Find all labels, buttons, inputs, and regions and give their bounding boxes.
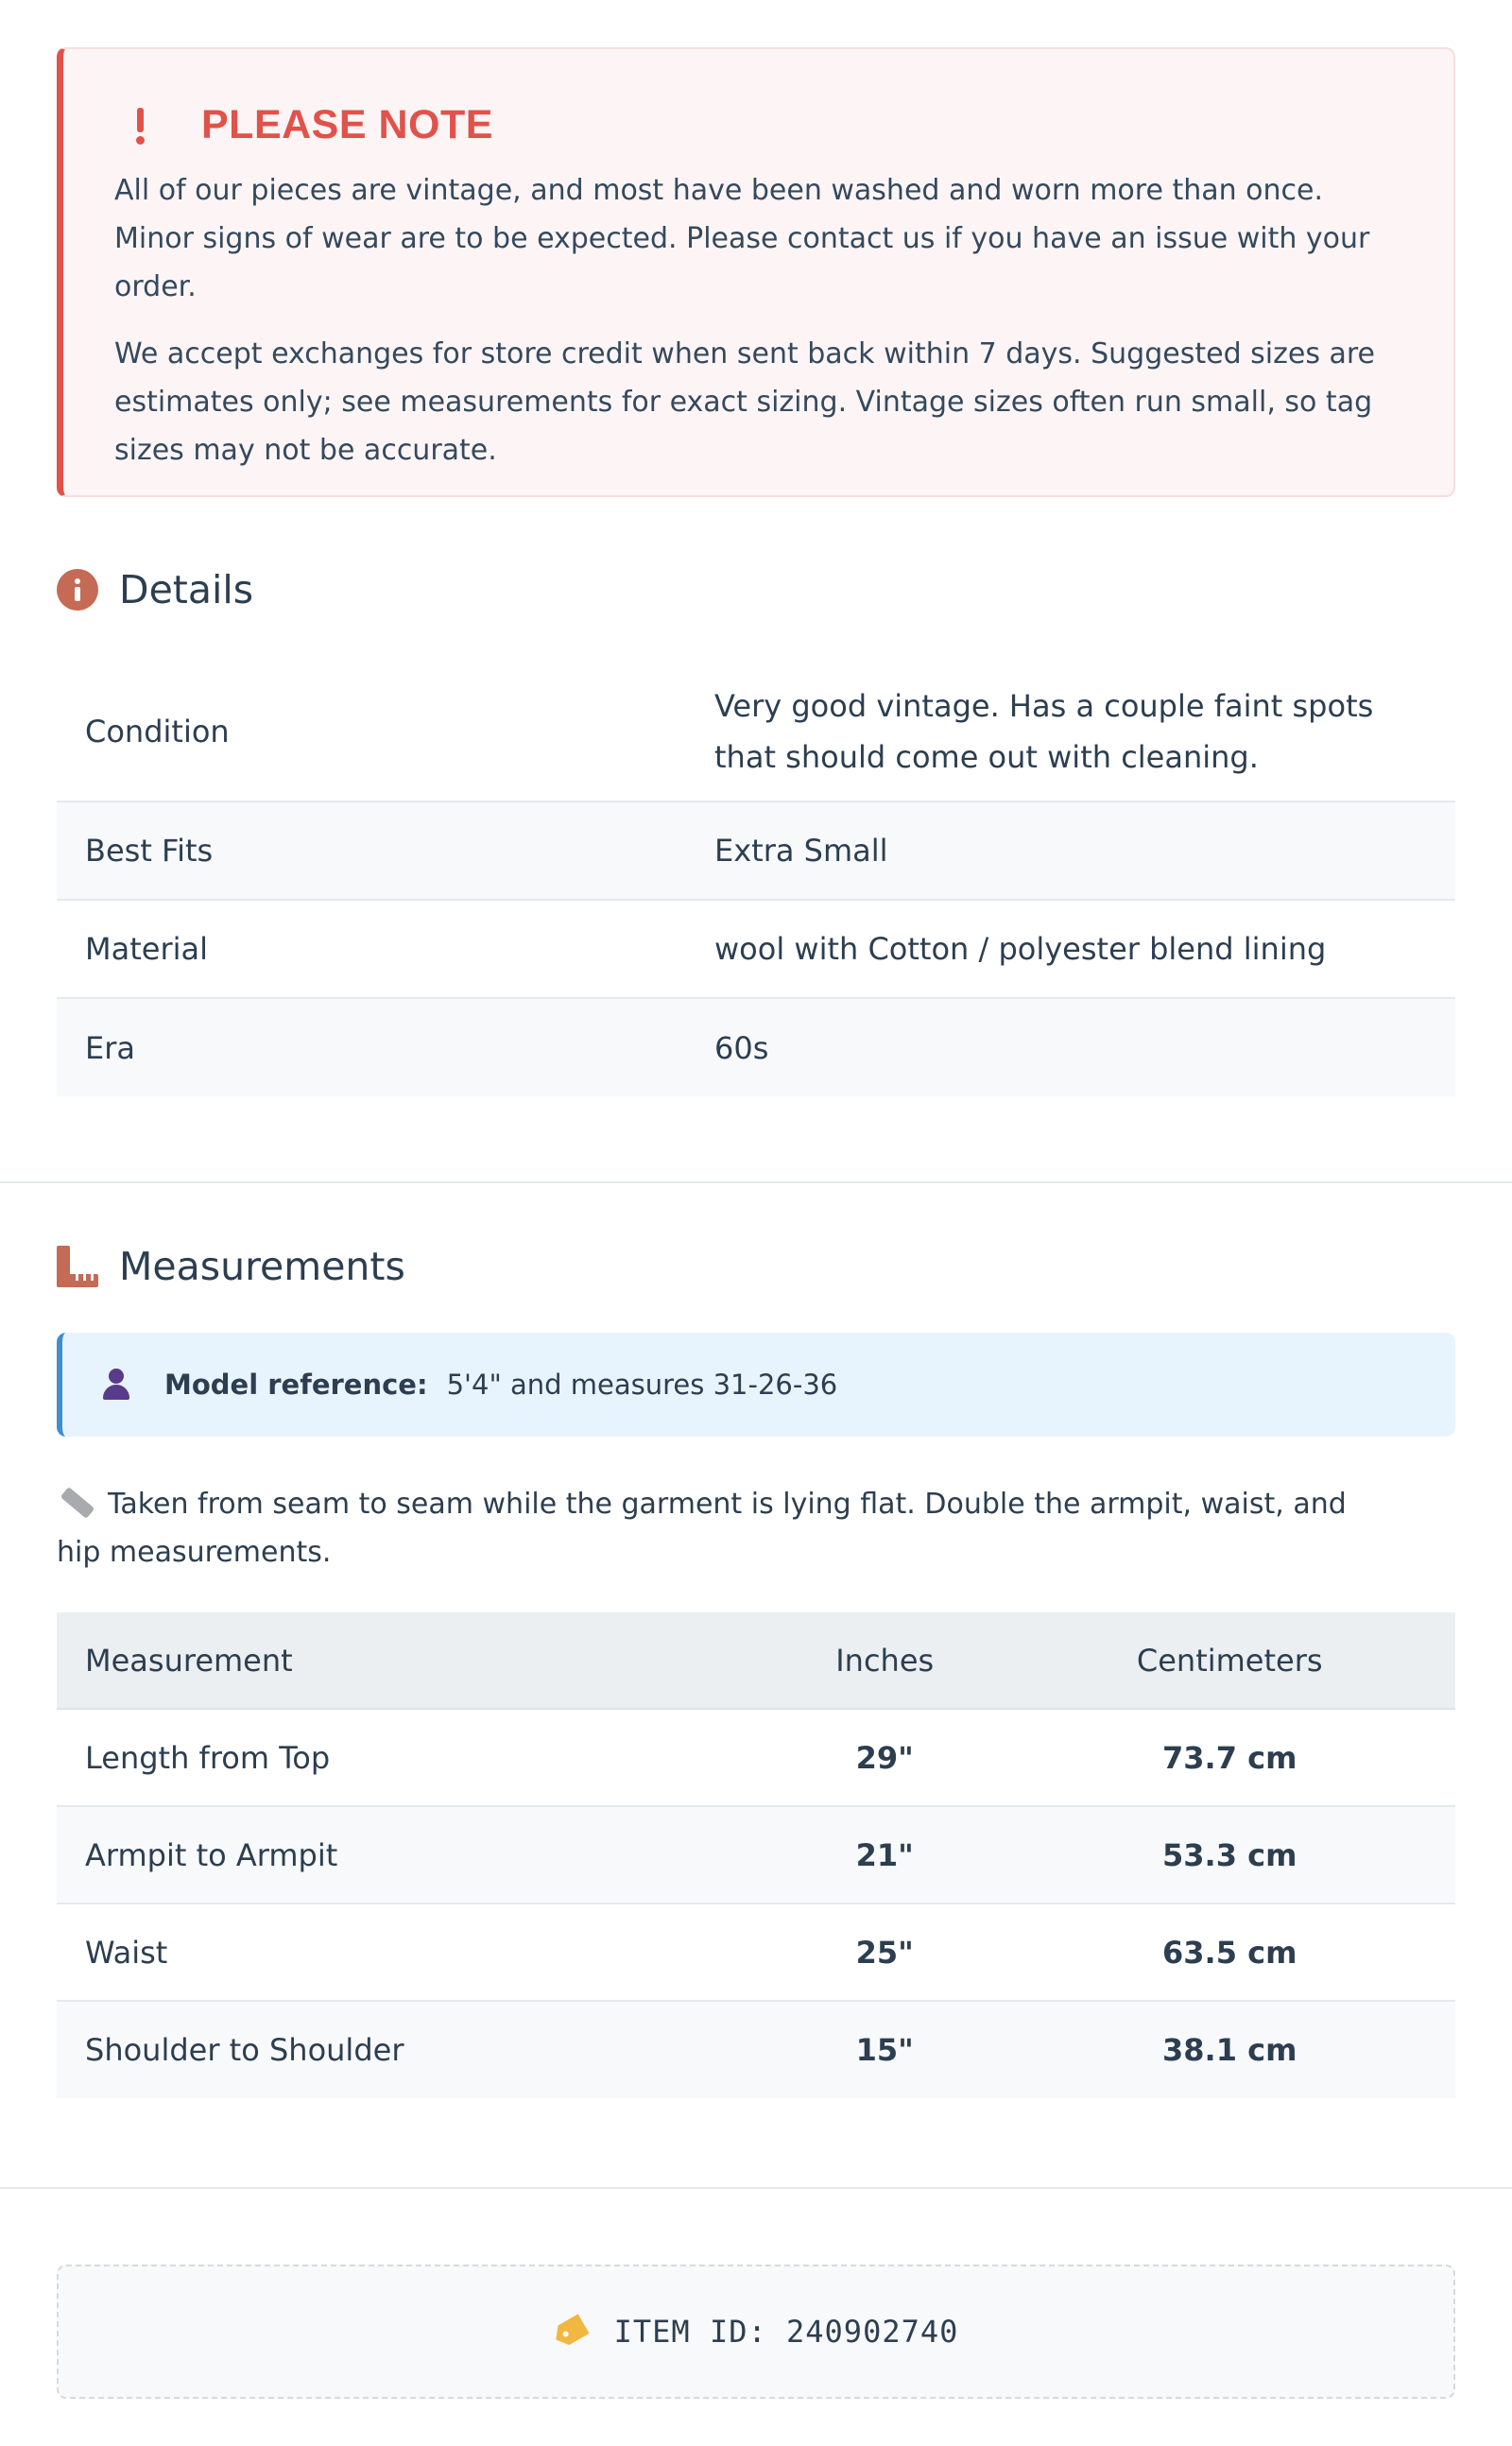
exclamation-icon [131,106,148,144]
measurement-inches: 21" [765,1806,1004,1903]
table-row [57,801,1455,900]
detail-label: Era [57,998,686,1096]
item-id-label: ITEM ID: 240902740 [613,2314,959,2350]
item-id-box [57,2265,1455,2399]
measurements-heading [57,1244,405,1289]
measurement-inches: 15" [765,2001,1004,2098]
section-divider [0,1181,1512,1183]
details-title: Details [119,567,254,612]
detail-value: Extra Small [686,801,1455,900]
section-divider [0,2187,1512,2189]
measurement-cm: 73.7 cm [1004,1709,1455,1806]
details-table [57,662,1455,1096]
info-circle-icon [57,569,98,611]
person-icon [100,1369,132,1401]
ruler-icon [57,1246,98,1287]
model-reference-banner [57,1333,1455,1437]
please-note-alert [57,47,1455,497]
measurements-title: Measurements [119,1244,405,1289]
detail-value: 60s [686,998,1455,1096]
tag-icon [550,2314,589,2350]
measurement-inches: 25" [765,1903,1004,2001]
alert-paragraph-exchanges: We accept exchanges for store credit when sent back within 7 days. Suggested sizes are estimates only; see measurements for exact sizing. Vintage sizes often run small, so tag sizes may not be accurate. [114,337,1376,467]
table-row [57,1806,1455,1903]
detail-label: Material [57,900,686,998]
table-row [57,1709,1455,1806]
measurements-table [57,1612,1455,2098]
measurement-cm: 53.3 cm [1004,1806,1455,1903]
detail-value: Very good vintage. Has a couple faint spots that should come out with cleaning. [686,662,1455,801]
column-header-inches: Inches [765,1612,1004,1709]
measurement-name: Shoulder to Shoulder [57,2001,765,2098]
pencil-icon [60,1487,95,1519]
table-row [57,900,1455,998]
measurement-note-text: Taken from seam to seam while the garment is lying flat. Double the armpit, waist, and hip measurements. [57,1488,1347,1569]
model-reference-label: Model reference: [164,1369,428,1401]
measurement-inches: 29" [765,1709,1004,1806]
measurement-cm: 63.5 cm [1004,1903,1455,2001]
measurement-cm: 38.1 cm [1004,2001,1455,2098]
table-row [57,2001,1455,2098]
column-header-centimeters: Centimeters [1004,1612,1455,1709]
measurement-name: Length from Top [57,1709,765,1806]
table-row [57,1903,1455,2001]
detail-label: Condition [57,662,686,801]
measurement-name: Waist [57,1903,765,2001]
alert-paragraph-wear: All of our pieces are vintage, and most have been washed and worn more than once. Minor signs of wear are to be expected. Please contact us if you have an issue with your order. [114,174,1370,303]
table-header-row [57,1612,1455,1709]
model-reference-value: 5'4" and measures 31-26-36 [446,1369,838,1401]
alert-title: PLEASE NOTE [201,101,493,147]
alert-header [114,101,1404,147]
details-heading [57,567,253,612]
table-row [57,998,1455,1096]
detail-label: Best Fits [57,801,686,900]
detail-value: wool with Cotton / polyester blend lining [686,900,1455,998]
measurement-instructions [57,1480,1399,1576]
table-row [57,662,1455,801]
measurement-name: Armpit to Armpit [57,1806,765,1903]
column-header-measurement: Measurement [57,1612,765,1709]
